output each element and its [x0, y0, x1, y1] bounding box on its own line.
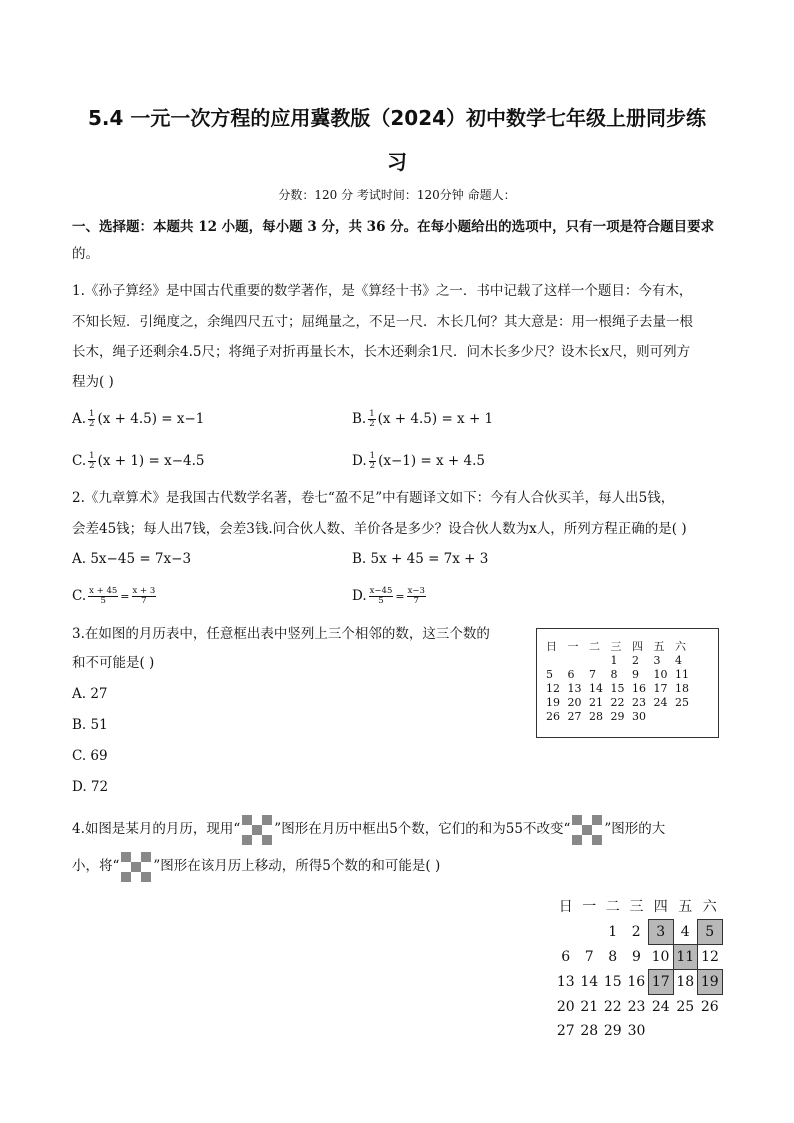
- q3-option-b[interactable]: B. 51: [72, 717, 108, 733]
- cal2-week-row: [554, 995, 722, 1020]
- cal2-weekday: 日: [558, 899, 573, 916]
- q2-line-1: 2.《九章算术》是我国古代数学名著，卷七“盈不足”中有题译文如下：今有人合伙买羊，每人出5钱，: [72, 490, 675, 506]
- cal2-day-cell: 29: [603, 1023, 622, 1039]
- q4-line-2: 小，将“ ”图形在该月历上移动，所得5个数的和可能是( ): [72, 851, 440, 882]
- cross-shape-icon: [121, 852, 151, 882]
- cal2-week-row: [554, 920, 722, 945]
- cal2-weekday: 五: [678, 899, 693, 916]
- cal2-day-cell: 6: [561, 949, 571, 965]
- q2-d-fraction-left: $\frac{x-45}{5}$: [369, 586, 393, 606]
- cal1-day-cell: 24: [653, 696, 668, 709]
- cal2-day-cell: 11: [673, 945, 698, 970]
- cal2-day-cell: 26: [700, 999, 719, 1015]
- calendar-figure-1: [536, 628, 719, 738]
- q1-option-d[interactable]: D. $\frac{1}{2}$ (x−1) = x + 4.5: [352, 451, 485, 471]
- cal1-weekday: 二: [589, 640, 600, 653]
- section-heading-line-1: 一、选择题：本题共 12 小题，每小题 3 分，共 36 分。在每小题给出的选项中，只有一项是符合题目要求: [72, 219, 715, 235]
- q3-line-1: 3.在如图的月历表中，任意框出表中竖列上三个相邻的数，这三个数的: [72, 626, 490, 642]
- cal2-day-cell: 2: [631, 924, 641, 940]
- cal2-day-cell: 12: [701, 949, 719, 965]
- cal2-day-cell: 25: [676, 998, 695, 1015]
- q3-option-d[interactable]: D. 72: [72, 779, 109, 795]
- q1-d-fraction: $\frac{1}{2}$: [369, 451, 376, 471]
- cal2-weekday: 三: [629, 899, 644, 916]
- cal2-day-cell: 30: [627, 1023, 646, 1039]
- cal1-day-cell: 18: [675, 682, 689, 695]
- cal2-day-cell: 22: [603, 998, 622, 1015]
- cal2-day-cell: 8: [608, 949, 618, 965]
- cal2-day-cell: 15: [603, 974, 622, 990]
- cal2-day-cell: 10: [651, 949, 670, 965]
- cal1-day-cell: 13: [567, 682, 582, 695]
- cal2-weekday: 六: [702, 899, 717, 915]
- cal1-week-row: [546, 710, 697, 724]
- cal1-day-cell: [568, 654, 590, 668]
- section-heading-line-2: 的。: [72, 246, 99, 262]
- cal1-weekday: 五: [653, 640, 665, 653]
- cal1-day-cell: 8: [610, 668, 618, 681]
- q2-option-b[interactable]: B. 5x + 45 = 7x + 3: [352, 551, 489, 567]
- cal1-day-cell: [546, 654, 568, 668]
- q1-line-4: 程为( ): [72, 374, 114, 390]
- cal2-day-cell: 24: [651, 999, 670, 1015]
- cal2-day-cell: 19: [698, 970, 723, 995]
- cal1-day-cell: 5: [546, 668, 553, 681]
- q2-c-fraction-right: $\frac{x + 3}{7}$: [132, 586, 156, 606]
- cal2-day-cell: 20: [556, 998, 575, 1015]
- q2-d-fraction-right: $\frac{x-3}{7}$: [407, 586, 425, 606]
- cal2-day-cell: 5: [698, 920, 723, 945]
- cal2-day-cell: 21: [580, 998, 599, 1015]
- cal1-day-cell: 1: [610, 654, 618, 667]
- cal1-week-row: [546, 668, 697, 682]
- cal1-day-cell: 25: [675, 696, 689, 709]
- cal1-weekday: 三: [610, 640, 622, 653]
- cal1-weekday: 日: [546, 640, 557, 653]
- cal1-day-cell: 28: [589, 710, 603, 723]
- q4-line-1: 4.如图是某月的月历，现用“ ”图形在月历中框出5个数，它们的和为55不改变“ ”图形的大: [72, 814, 665, 845]
- cal1-day-cell: 30: [632, 710, 646, 723]
- cal1-weekday: 六: [675, 640, 686, 653]
- cal1-day-cell: 16: [632, 682, 646, 695]
- q1-option-c[interactable]: C. $\frac{1}{2}$ (x + 1) = x−4.5: [72, 451, 205, 471]
- cal1-day-cell: 17: [653, 682, 668, 695]
- cal2-day-cell: 4: [680, 923, 690, 940]
- cal1-day-cell: [654, 710, 676, 724]
- cal2-day-cell: 27: [556, 1023, 575, 1039]
- cal2-week-row: [554, 970, 722, 995]
- cal1-day-cell: 20: [567, 696, 582, 709]
- q2-option-a[interactable]: A. 5x−45 = 7x−3: [72, 551, 192, 567]
- q1-line-2: 不知长短．引绳度之，余绳四尺五寸；屈绳量之，不足一尺．木长几何？其大意是：用一根绳子去量一根: [72, 314, 693, 330]
- cal2-day-cell: 16: [627, 974, 646, 990]
- cal2-day-cell: 18: [676, 974, 695, 991]
- cal1-weekday-row: [546, 640, 697, 654]
- cal2-week-row: [554, 945, 722, 970]
- q1-line-3: 长木，绳子还剩余4.5尺；将绳子对折再量长木，长木还剩余1尺．问木长多少尺？设木长x尺，则可列方: [72, 344, 691, 360]
- cal1-day-cell: 2: [632, 654, 639, 667]
- cal1-day-cell: 15: [610, 682, 625, 695]
- calendar-figure-2: [554, 895, 723, 1043]
- exam-meta: 分数：120 分 考试时间：120分钟 命题人：: [278, 188, 516, 202]
- cal2-day-cell: 14: [580, 974, 599, 990]
- q2-c-fraction-left: $\frac{x + 45}{5}$: [89, 586, 118, 606]
- q2-option-d[interactable]: D. $\frac{x-45}{5}$ = $\frac{x-3}{7}$: [352, 586, 425, 606]
- cal1-week-row: [546, 696, 697, 710]
- cal2-day-cell: 1: [608, 924, 618, 940]
- q1-a-fraction: $\frac{1}{2}$: [89, 409, 95, 429]
- cal2-day-cell: [698, 1019, 723, 1043]
- q3-option-a[interactable]: A. 27: [72, 686, 108, 702]
- document-title: [60, 96, 734, 184]
- q2-option-c[interactable]: C. $\frac{x + 45}{5}$ = $\frac{x + 3}{7}$: [72, 586, 156, 606]
- cal1-day-cell: 27: [567, 710, 582, 723]
- q1-c-fraction: $\frac{1}{2}$: [89, 451, 95, 471]
- cal2-day-cell: 28: [580, 1023, 599, 1039]
- cal1-day-cell: 6: [567, 668, 575, 681]
- q1-option-a[interactable]: A. $\frac{1}{2}$ (x + 4.5) = x−1: [72, 409, 205, 429]
- q1-option-b[interactable]: B. $\frac{1}{2}$ (x + 4.5) = x + 1: [352, 409, 494, 429]
- q2-line-2: 会差45钱；每人出7钱，会差3钱.问合伙人数、羊价各是多少？设合伙人数为x人，所列方程正确的是( ): [72, 521, 687, 537]
- calendar-2-table: [554, 895, 723, 1043]
- cal2-weekday: 一: [582, 899, 597, 916]
- cal1-day-cell: 26: [546, 710, 560, 723]
- q1-b-fraction: $\frac{1}{2}$: [369, 409, 375, 429]
- cross-shape-icon: [572, 815, 602, 845]
- cal1-day-cell: 3: [653, 654, 661, 667]
- cal1-day-cell: 14: [589, 682, 603, 695]
- q3-option-c[interactable]: C. 69: [72, 748, 108, 764]
- cal1-week-row: [546, 682, 697, 696]
- cal1-day-cell: 7: [589, 668, 596, 681]
- cal2-weekday: 二: [605, 899, 620, 916]
- cal1-day-cell: 29: [610, 710, 625, 723]
- cal1-day-cell: 10: [653, 668, 668, 681]
- cal2-weekday-row: [554, 895, 722, 920]
- cal1-day-cell: 9: [632, 668, 639, 681]
- cal1-day-cell: 12: [546, 682, 560, 695]
- cal2-day-cell: [578, 920, 602, 945]
- cal1-day-cell: [589, 654, 611, 668]
- cal1-day-cell: 11: [675, 668, 689, 681]
- q3-line-2: 和不可能是( ): [72, 655, 155, 671]
- calendar-1-table: [546, 640, 697, 724]
- q1-line-1: 1.《孙子算经》是中国古代重要的数学著作，是《算经十书》之一．书中记载了这样一个题目：今有木，: [72, 283, 693, 299]
- title-line-2: 习: [387, 150, 407, 174]
- cal2-week-row: [554, 1019, 722, 1043]
- cal1-weekday: 一: [567, 640, 579, 653]
- cal2-day-cell: 3: [649, 920, 674, 945]
- cal2-day-cell: 9: [632, 949, 641, 965]
- cal1-day-cell: 4: [675, 654, 682, 667]
- cal2-day-cell: 7: [584, 949, 594, 965]
- cal2-weekday: 四: [653, 899, 668, 915]
- cal2-day-cell: [649, 1019, 674, 1043]
- cal1-week-row: [546, 654, 697, 668]
- cal1-day-cell: 21: [589, 696, 603, 709]
- cal2-day-cell: [673, 1019, 698, 1043]
- cross-shape-icon: [242, 815, 272, 845]
- cal1-day-cell: 19: [546, 696, 560, 709]
- cal1-day-cell: 22: [610, 696, 625, 709]
- cal2-day-cell: 17: [649, 970, 674, 995]
- cal1-day-cell: 23: [632, 696, 646, 709]
- title-line-1: 5.4 一元一次方程的应用冀教版（2024）初中数学七年级上册同步练: [87, 106, 707, 130]
- cal2-day-cell: 13: [556, 974, 575, 990]
- cal1-weekday: 四: [632, 640, 643, 653]
- cal2-day-cell: 23: [627, 998, 646, 1015]
- cal2-day-cell: [554, 920, 578, 945]
- cal1-day-cell: [675, 710, 697, 724]
